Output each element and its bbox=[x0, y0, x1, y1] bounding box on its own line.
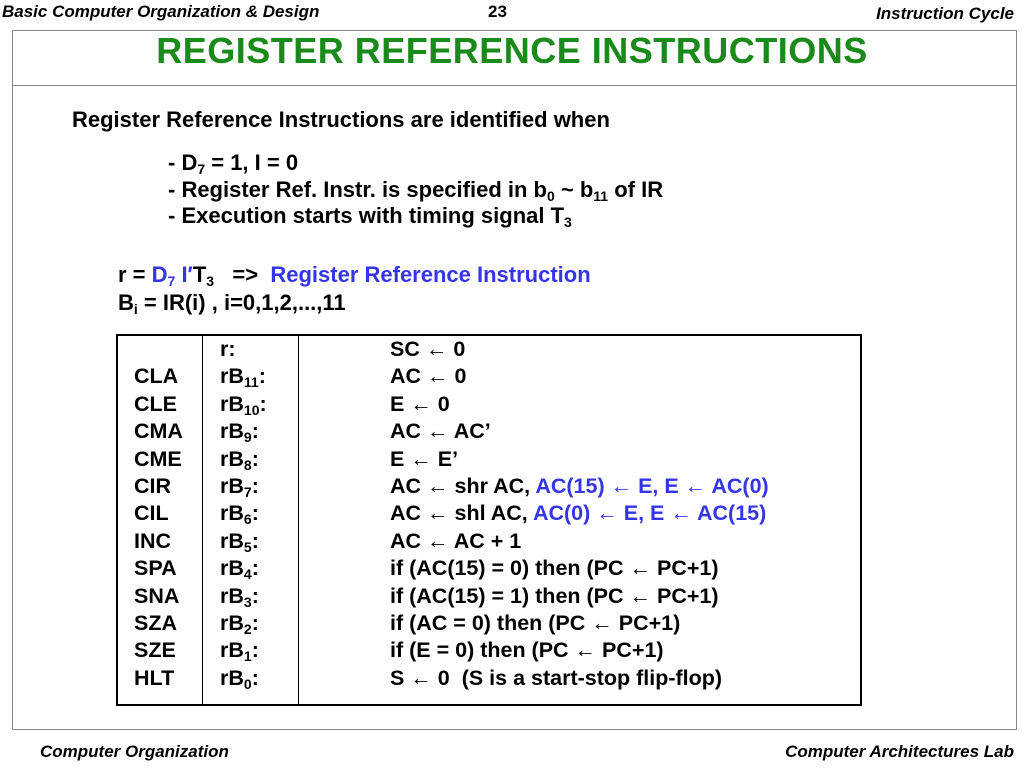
control-condition: $rB_4$: bbox=[220, 556, 259, 583]
control-condition: $rB_{11}$: bbox=[220, 364, 266, 391]
instruction-mnemonic: CLE bbox=[134, 391, 177, 416]
condition-2: - Register Ref. Instr. is specified in $b_0$ ~ $b_{11}$ of IR bbox=[168, 177, 664, 204]
control-condition: $rB_5$: bbox=[220, 528, 259, 555]
table-row bbox=[118, 529, 860, 556]
instruction-mnemonic: SZA bbox=[134, 610, 177, 635]
micro-operation: E ← 0 bbox=[390, 391, 450, 416]
control-condition: $rB_7$: bbox=[220, 473, 259, 500]
instruction-mnemonic: CLA bbox=[134, 364, 179, 389]
control-condition: $rB_8$: bbox=[220, 446, 259, 473]
micro-operation: E ← E’ bbox=[390, 446, 459, 471]
table-row bbox=[118, 474, 860, 501]
slide-title: REGISTER REFERENCE INSTRUCTIONS bbox=[156, 30, 868, 71]
header-course-title: Basic Computer Organization & Design bbox=[2, 2, 320, 21]
table-row bbox=[118, 666, 860, 693]
micro-operation: if (E = 0) then (PC ← PC+1) bbox=[390, 638, 664, 663]
table-row bbox=[118, 501, 860, 528]
instruction-mnemonic: SNA bbox=[134, 583, 180, 608]
micro-operation: AC ← AC + 1 bbox=[390, 528, 522, 553]
title-divider bbox=[12, 85, 1017, 86]
table-row bbox=[118, 556, 860, 583]
instruction-mnemonic: HLT bbox=[134, 665, 175, 690]
r-definition: $r = D_7$ $I'T_3$ => Register Reference Instruction bbox=[118, 262, 591, 289]
micro-operation: AC ← shr AC, AC(15) ← E, E ← AC(0) bbox=[390, 473, 769, 498]
control-condition: $rB_2$: bbox=[220, 610, 259, 637]
table-row bbox=[118, 364, 860, 391]
control-condition: $rB_0$: bbox=[220, 665, 259, 692]
micro-operation: AC ← AC’ bbox=[390, 419, 491, 444]
table-rows bbox=[118, 337, 860, 693]
header-section-title: Instruction Cycle bbox=[876, 4, 1014, 23]
instruction-mnemonic: CIL bbox=[134, 501, 169, 526]
micro-operation: AC ← shl AC, AC(0) ← E, E ← AC(15) bbox=[390, 501, 767, 526]
micro-operation: if (AC(15) = 0) then (PC ← PC+1) bbox=[390, 556, 719, 581]
condition-3: - Execution starts with timing signal $T_3$ bbox=[168, 203, 572, 230]
instruction-mnemonic: CME bbox=[134, 446, 182, 471]
micro-operation: S ← 0 (S is a start-stop flip-flop) bbox=[390, 665, 723, 690]
instruction-mnemonic: CMA bbox=[134, 419, 183, 444]
micro-operation: if (AC(15) = 1) then (PC ← PC+1) bbox=[390, 583, 719, 608]
instruction-mnemonic: CIR bbox=[134, 473, 172, 498]
micro-operation: SC ← 0 bbox=[390, 337, 466, 361]
control-condition: $rB_1$: bbox=[220, 638, 259, 665]
table-row bbox=[118, 337, 860, 364]
control-condition: $rB_{10}$: bbox=[220, 391, 267, 418]
footer-right: Computer Architectures Lab bbox=[785, 742, 1014, 761]
control-condition: $rB_9$: bbox=[220, 419, 259, 446]
control-condition: $rB_3$: bbox=[220, 583, 259, 610]
instruction-mnemonic: SPA bbox=[134, 556, 177, 581]
table-row bbox=[118, 611, 860, 638]
instruction-mnemonic: INC bbox=[134, 528, 172, 553]
table-row bbox=[118, 419, 860, 446]
instruction-table bbox=[116, 334, 862, 706]
table-row bbox=[118, 447, 860, 474]
table-row bbox=[118, 392, 860, 419]
table-row bbox=[118, 584, 860, 611]
table-row bbox=[118, 638, 860, 665]
instruction-mnemonic: SZE bbox=[134, 638, 176, 663]
footer-left: Computer Organization bbox=[40, 742, 229, 761]
control-condition: $rB_6$: bbox=[220, 501, 259, 528]
intro-text: Register Reference Instructions are identified when bbox=[72, 107, 610, 132]
micro-operation: if (AC = 0) then (PC ← PC+1) bbox=[390, 610, 681, 635]
control-condition: r: bbox=[220, 337, 236, 361]
page-number: 23 bbox=[488, 2, 507, 21]
micro-operation: AC ← 0 bbox=[390, 364, 467, 389]
b-definition: $B_i = IR(i)$ , i=0,1,2,...,11 bbox=[118, 290, 346, 317]
condition-1: - $D_7 = 1$, I = 0 bbox=[168, 150, 299, 177]
